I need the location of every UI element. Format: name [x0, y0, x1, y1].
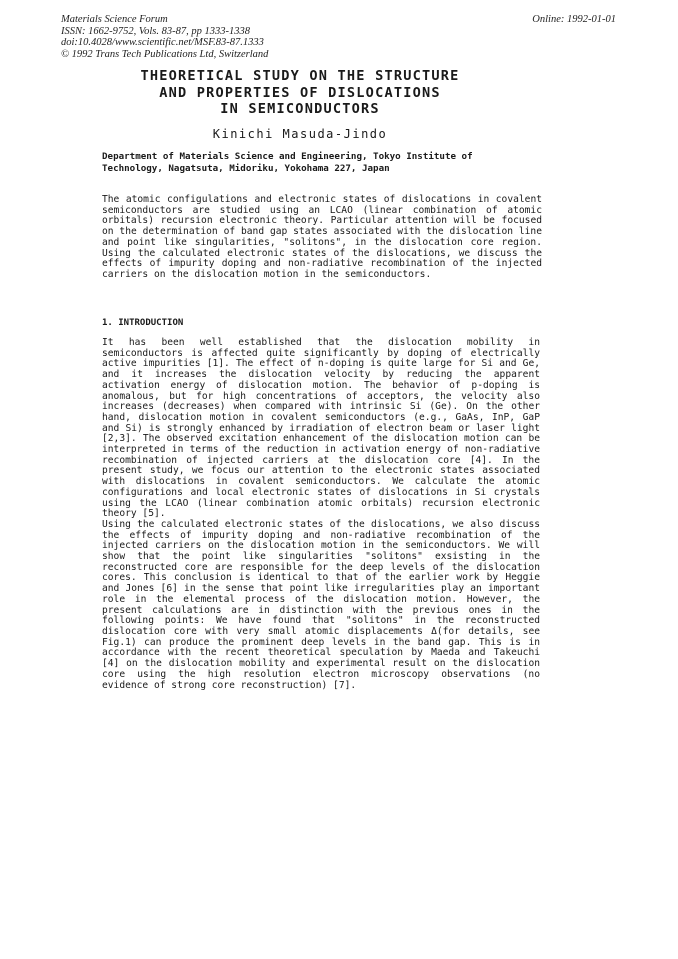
title-line-2: AND PROPERTIES OF DISLOCATIONS [159, 84, 441, 101]
issn-line: ISSN: 1662-9752, Vols. 83-87, pp 1333-1338 [61, 25, 250, 37]
author-name: Kinichi Masuda-Jindo [212, 127, 388, 141]
doi-line: doi:10.4028/www.scientific.net/MSF.83-87.1333 [61, 37, 264, 49]
title-line-1: THEORETICAL STUDY ON THE STRUCTURE [140, 68, 460, 84]
intro-paragraph-2: Using the calculated electronic states of the dislocations, we also discuss the effects of impurity doping and non-radiative recombination of the injected carriers on the dislocation motion in the semiconductors. We will show that the point like singularities "solitons" exsisting in the reconstructed core are responsible for the deep levels of the dislocation cores. This conclusion is identical to that of the earlier work by Heggie and Jones [6] in the sense that point like irregularities play an important role in the elemental process of the dislocation motion. However, the present calculations are in distinction with the previous ones in the following points: We have found that "solitons" in the reconstructed dislocation core with very small atomic displacements Δ(for details, see Fig.1) can produce the prominent deep levels in the band gap. This is in accordance with the recent theoretical speculation by Maeda and Takeuchi [4] on the dislocation mobility and experimental result on the dislocation core using the high resolution electron microscopy observations (no evidence of strong core reconstruction) [7]. [102, 518, 540, 691]
title-line-3: IN SEMICONDUCTORS [220, 101, 380, 117]
journal-header [61, 14, 616, 60]
intro-paragraph-1: It has been well established that the dislocation mobility in semiconductors is affected quite significantly by doping of electrically active impurities [1]. The effect of n-doping is quite large for Si and Ge, and it increases the dislocation velocity by reducing the apparent activation energy of dislocation motion. The behavior of p-doping is anomalous, but for high concentrations of acceptors, the velocity also increases (decreases) when compared with intrinsic Si (Ge). On the other hand, dislocation motion in covalent semiconductors (e.g., GaAs, InP, GaP and Si) is strongly enhanced by irradiation of electron beam or laser light [2,3]. The observed excitation enhancement of the dislocation motion can be interpreted in terms of the reduction in activation energy of non-radiative recombination of injected carriers at the dislocation core [4]. In the present study, we focus our attention to the electronic states associated with dislocations in covalent semiconductors. We calculate the atomic configurations and local electronic states of dislocations in Si crystals using the LCAO (linear combination atomic orbitals) recursion electronic theory [5]. [102, 337, 540, 520]
affiliation-line-2: Technology, Nagatsuta, Midoriku, Yokohama 227, Japan [102, 163, 390, 174]
copyright-line: © 1992 Trans Tech Publications Ltd, Switzerland [61, 48, 269, 60]
affiliation [102, 151, 542, 175]
section-heading: 1. INTRODUCTION [102, 318, 184, 328]
paper-title [60, 68, 540, 118]
abstract-text: The atomic configulations and electronic states of dislocations in covalent semiconductors are studied using an LCAO (linear combination of atomic orbitals) recursion electronic theory. Particular attention will be focused on the determination of band gap states associated with the dislocation line and point like singularities, "solitons", in the dislocation core region. Using the calculated electronic states of the dislocations, we discuss the effects of impurity doping and non-radiative recombination of the injected carriers on the dislocation motion in the semiconductors. [102, 194, 542, 280]
online-date: Online: 1992-01-01 [532, 14, 616, 25]
affiliation-line-1: Department of Materials Science and Engineering, Tokyo Institute of [102, 151, 473, 162]
introduction-body [102, 338, 540, 691]
journal-name: Materials Science Forum [61, 14, 168, 25]
